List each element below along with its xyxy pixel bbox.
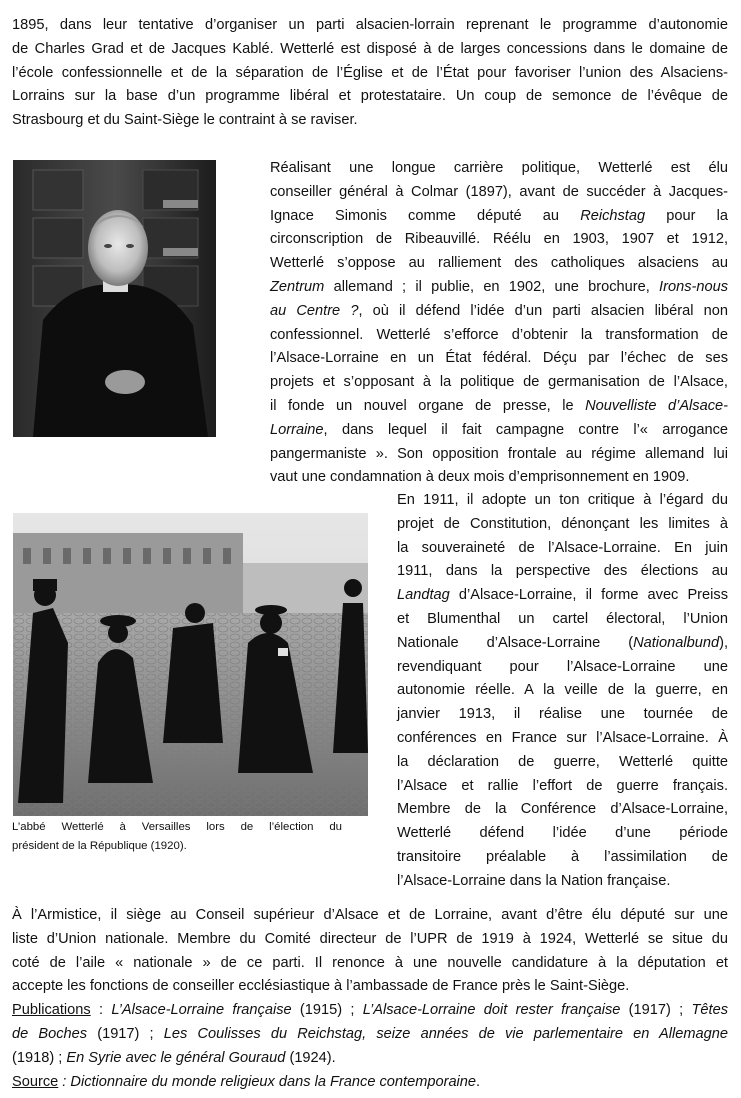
text-line: transitoire préalable à l’assimilation de <box>397 848 728 865</box>
text-line: confessionnel. Wetterlé s’efforce d’obtenir la transformation de <box>270 326 728 343</box>
publications-label: Publications <box>12 1002 91 1019</box>
publications-line: (1918) ; En Syrie avec le général Gouraud (1924). <box>12 1049 336 1066</box>
text-line: conférences en France sur l’Alsace-Lorraine. À <box>397 729 728 746</box>
text-line: 1911, dans la perspective des élections au <box>397 563 728 580</box>
source-line: Source : Dictionnaire du monde religieux dans la France contemporaine. <box>12 1073 481 1090</box>
publications-line: de Boches (1917) ; Les Coulisses du Reichstag, seize années de vie parlementaire en Allemagne <box>12 1025 728 1042</box>
text-line: la souveraineté de l’Alsace-Lorraine. En juin <box>397 539 728 556</box>
text-line: au Centre ?, où il défend l’idée d’un parti alsacien libéral non <box>270 302 728 319</box>
text-line: l’Alsace-Lorraine en un État fédéral. Déçu par l’échec de ses <box>270 350 728 367</box>
constitution-paragraph <box>397 489 728 894</box>
armistice-paragraph <box>12 904 728 1094</box>
text-line: Wetterlé défend l’idée d’une période <box>397 825 728 842</box>
text-line: pangermaniste ». Son opposition frontale au régime allemand lui <box>270 445 728 462</box>
text-line: coté de l’aile « nationale » de ce parti. Il renonce à une nouvelle candidature à la députation et <box>12 954 728 971</box>
text-line: de Charles Grad et de Jacques Kablé. Wetterlé est disposé à de larges concessions dans le domaine de <box>12 40 728 57</box>
text-line: l’Alsace et rallie l’effort de guerre français. <box>397 777 728 794</box>
text-line: En 1911, il adopte un ton critique à l’égard du <box>397 492 728 508</box>
text-line: Zentrum allemand ; il publie, en 1902, une brochure, Irons-nous <box>270 278 728 295</box>
text-line: 1895, dans leur tentative d’organiser un parti alsacien-lorrain reprenant le programme d’autonomie <box>12 17 728 33</box>
text-line: janvier 1913, il réalise une tournée de <box>397 706 728 723</box>
text-line: À l’Armistice, il siège au Conseil supérieur d’Alsace et de Lorraine, avant d’être élu député sur une <box>12 907 728 923</box>
caption-line: L’abbé Wetterlé à Versailles lors de l’élection du <box>12 821 342 833</box>
intro-paragraph <box>12 14 728 133</box>
text-line: Membre de la Conférence d’Alsace-Lorraine, <box>397 801 728 818</box>
text-line: revendiquant pour l’Alsace-Lorraine une <box>397 658 728 675</box>
photo-caption <box>12 818 342 855</box>
publications-line: Publications : L’Alsace-Lorraine française (1915) ; L’Alsace-Lorraine doit rester française (1917) ; Têtes <box>12 1002 728 1019</box>
text-line: accepte les fonctions de conseiller ecclésiastique à l’ambassade de France près le Saint-Siège. <box>12 978 630 995</box>
text-line: l’Alsace-Lorraine dans la Nation française. <box>397 872 671 889</box>
text-line: Lorrains sur la base d’un programme libéral et protestataire. Un coup de semonce de l’évêque de <box>12 88 728 105</box>
text-line: liste d’Union nationale. Membre du Comité directeur de l’UPR de 1919 à 1924, Wetterlé se situe du <box>12 930 728 947</box>
text-line: circonscription de Ribeauvillé. Réélu en 1903, 1907 et 1912, <box>270 231 728 248</box>
text-line: Strasbourg et du Saint-Siège le contraint à se raviser. <box>12 112 358 129</box>
portrait-photo <box>13 160 216 437</box>
text-line: projet de Constitution, dénonçant les limites à <box>397 515 728 532</box>
text-line: Wetterlé s’oppose au ralliement des catholiques alsaciens au <box>270 255 728 272</box>
text-line: projets et s’opposant à la politique de germanisation de l’Alsace, <box>270 374 728 391</box>
career-paragraph <box>270 157 728 490</box>
text-line: Réalisant une longue carrière politique, Wetterlé est élu <box>270 160 728 176</box>
text-line: Landtag d’Alsace-Lorraine, il forme avec Preiss <box>397 587 728 604</box>
source-label: Source <box>12 1073 59 1090</box>
text-line: il fonde un nouvel organe de presse, le Nouvelliste d’Alsace- <box>270 397 728 414</box>
text-line: Lorraine, dans lequel il fait campagne contre l’« arrogance <box>270 421 728 438</box>
text-line: la déclaration de guerre, Wetterlé quitte <box>397 753 728 770</box>
text-line: Ignace Simonis comme député au Reichstag pour la <box>270 207 728 224</box>
text-line: et Blumenthal un cartel électoral, l’Union <box>397 610 728 627</box>
text-line: Nationale d’Alsace-Lorraine (Nationalbund), <box>397 634 728 651</box>
versailles-photo <box>13 513 368 816</box>
text-line: l’école confessionnelle et de la séparation de l’Église et de l’État pour favoriser l’union des Alsaciens- <box>12 64 728 81</box>
text-line: autonomie réelle. A la veille de la guerre, en <box>397 682 728 699</box>
caption-line: président de la République (1920). <box>12 839 187 852</box>
text-line: conseiller général à Colmar (1897), avant de succéder à Jacques- <box>270 183 728 200</box>
text-line: vaut une condamnation à deux mois d’emprisonnement en 1909. <box>270 469 690 486</box>
